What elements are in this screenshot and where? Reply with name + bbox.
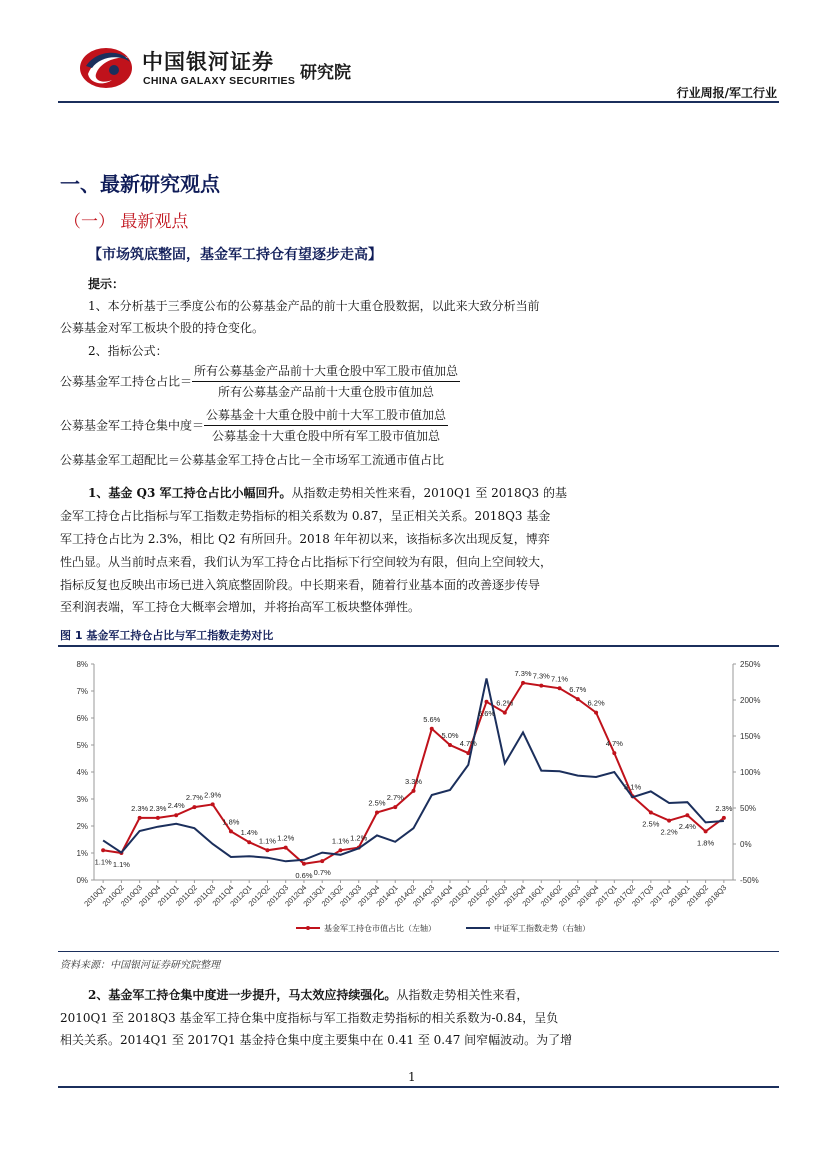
chart-series bbox=[101, 678, 726, 865]
right-tick-label: -50% bbox=[740, 876, 759, 885]
holding-ratio-point bbox=[704, 829, 708, 833]
logo bbox=[78, 44, 134, 92]
holding-ratio-point bbox=[485, 700, 489, 704]
holding-ratio-point bbox=[448, 743, 452, 747]
holding-ratio-point bbox=[211, 802, 215, 806]
left-tick-label: 2% bbox=[76, 822, 88, 831]
para1-line6: 至利润表端，军工持仓大概率会增加，并将抬高军工板块整体弹性。 bbox=[60, 600, 421, 614]
holding-ratio-data-label: 2.5% bbox=[368, 798, 386, 808]
holding-ratio-data-label: 3.3% bbox=[404, 776, 423, 786]
holding-ratio-data-label: 0.7% bbox=[313, 868, 331, 878]
figure-source: 资料来源：中国银河证券研究院整理 bbox=[60, 960, 220, 971]
holding-ratio-point bbox=[302, 862, 306, 866]
holding-ratio-data-label: 2.4% bbox=[678, 822, 696, 832]
holding-ratio-point bbox=[412, 789, 416, 793]
holding-ratio-data-label: 1.1% bbox=[258, 836, 276, 846]
x-tick-label: 2011Q3 bbox=[192, 883, 218, 908]
x-tick-label: 2018Q2 bbox=[684, 883, 711, 909]
left-tick-label: 8% bbox=[76, 660, 88, 669]
x-tick-label: 2012Q4 bbox=[283, 883, 309, 909]
left-tick-label: 7% bbox=[76, 687, 88, 696]
holding-ratio-data-label: 6.7% bbox=[569, 685, 587, 695]
holding-ratio-data-label: 1.4% bbox=[240, 828, 258, 838]
x-tick-label: 2016Q3 bbox=[556, 883, 583, 909]
para1-line5: 指标反复也反映出市场已进入筑底整固阶段。中长期来看，随着行业基本面的改善逐步传导 bbox=[60, 578, 541, 592]
holding-ratio-point bbox=[430, 727, 434, 731]
para1-line4: 性凸显。从当前时点来看，我们认为军工持仓占比指标下行空间较为有限，但向上空间较大， bbox=[60, 555, 553, 569]
para1-line3: 军工持仓占比为 2.3%，相比 Q2 有所回升。2018 年年初以来，该指标多次出现反复，博弈 bbox=[60, 532, 550, 546]
holding-ratio-point bbox=[503, 711, 507, 715]
logo-cn-text: 中国银河证券 bbox=[142, 50, 274, 74]
x-tick-label: 2016Q4 bbox=[575, 883, 601, 909]
x-tick-label: 2015Q2 bbox=[465, 883, 491, 909]
holding-ratio-point bbox=[521, 681, 525, 685]
notes-item1-line1: 1、本分析基于三季度公布的公募基金产品的前十大重仓股数据，以此来大致分析当前 bbox=[88, 299, 540, 313]
formula-2-lhs: 公募基金军工持仓集中度＝ bbox=[60, 418, 205, 433]
page-number: 1 bbox=[408, 1070, 416, 1084]
institute-label: 研究院 bbox=[300, 63, 351, 83]
notes-label: 提示： bbox=[88, 277, 125, 291]
holding-ratio-data-label: 2.3% bbox=[131, 803, 149, 813]
holding-ratio-data-label: 5.6% bbox=[423, 714, 441, 724]
holding-ratio-data-label: 6.2% bbox=[587, 698, 605, 708]
right-tick-label: 150% bbox=[740, 732, 761, 741]
x-tick-label: 2014Q3 bbox=[410, 883, 437, 909]
x-tick-label: 2017Q3 bbox=[630, 883, 656, 909]
holding-ratio-data-label: 1.2% bbox=[350, 833, 368, 843]
formula-1-fraction bbox=[192, 361, 460, 402]
report-type: 行业周报/军工行业 bbox=[676, 86, 777, 100]
chart-legend bbox=[296, 923, 590, 933]
x-tick-label: 2012Q3 bbox=[264, 883, 291, 909]
holding-ratio-point bbox=[320, 859, 324, 863]
holding-ratio-point bbox=[247, 840, 251, 844]
x-tick-label: 2010Q2 bbox=[100, 883, 126, 909]
x-tick-label: 2013Q2 bbox=[319, 883, 345, 909]
x-tick-label: 2011Q1 bbox=[155, 883, 181, 908]
holding-ratio-data-label: 5.0% bbox=[441, 731, 459, 740]
holding-ratio-data-label: 1.1% bbox=[331, 836, 350, 846]
holding-ratio-data-label: 2.2% bbox=[660, 827, 678, 837]
holding-ratio-data-label: 4.7% bbox=[459, 739, 477, 749]
holding-ratio-point bbox=[174, 813, 178, 817]
x-tick-label: 2012Q2 bbox=[246, 883, 272, 909]
holding-ratio-point bbox=[667, 819, 671, 823]
x-tick-label: 2010Q4 bbox=[137, 883, 163, 909]
formula-2 bbox=[60, 405, 448, 446]
left-tick-label: 5% bbox=[76, 741, 88, 750]
figure-title: 图 1 基金军工持仓占比与军工指数走势对比 bbox=[60, 629, 274, 642]
holding-ratio-data-label: 7.3% bbox=[532, 671, 550, 681]
holding-ratio-point bbox=[558, 686, 562, 690]
holding-ratio-chart bbox=[58, 650, 779, 950]
x-tick-label: 2014Q1 bbox=[374, 883, 400, 909]
x-tick-label: 2017Q4 bbox=[648, 883, 674, 909]
x-tick-label: 2013Q4 bbox=[356, 883, 382, 909]
galaxy-logo-icon bbox=[78, 44, 134, 92]
x-tick-label: 2015Q3 bbox=[483, 883, 510, 909]
chart-axes bbox=[94, 664, 733, 880]
logo-en-text: CHINA GALAXY SECURITIES bbox=[143, 75, 296, 87]
para2-line3: 相关关系。2014Q1 至 2017Q1 基金持仓集中度主要集中在 0.41 至 0.47 间窄幅波动。为了增 bbox=[60, 1033, 573, 1047]
left-tick-label: 6% bbox=[76, 714, 88, 723]
legend-label-holding-ratio: 基金军工持仓市值占比（左轴） bbox=[324, 924, 436, 933]
notes-item2: 2、指标公式： bbox=[88, 344, 168, 358]
holding-ratio-point bbox=[375, 811, 379, 815]
holding-ratio-data-label: 2.9% bbox=[204, 790, 222, 800]
holding-ratio-data-label: 0.6% bbox=[295, 870, 313, 880]
holding-ratio-point bbox=[685, 813, 689, 817]
right-tick-label: 250% bbox=[740, 660, 761, 669]
formula-2-fraction bbox=[204, 405, 448, 446]
x-tick-label: 2014Q2 bbox=[392, 883, 418, 909]
notes-item1-line2: 公募基金对军工板块个股的持仓变化。 bbox=[60, 321, 265, 335]
x-tick-label: 2013Q3 bbox=[337, 883, 364, 909]
holding-ratio-data-label: 6.6% bbox=[477, 708, 496, 718]
formula-2-denominator: 公募基金十大重仓股中所有军工股市值加总 bbox=[212, 429, 441, 443]
left-tick-label: 4% bbox=[76, 768, 88, 777]
right-tick-label: 50% bbox=[740, 804, 757, 813]
chart-data-labels bbox=[95, 669, 733, 880]
holding-ratio-data-label: 2.4% bbox=[167, 801, 185, 811]
formula-2-numerator: 公募基金十大重仓股中前十大军工股市值加总 bbox=[204, 405, 448, 426]
x-axis-ticks bbox=[82, 880, 728, 908]
holding-ratio-point bbox=[192, 805, 196, 809]
holding-ratio-point bbox=[229, 829, 233, 833]
holding-ratio-data-label: 2.3% bbox=[715, 803, 733, 813]
holding-ratio-data-label: 2.5% bbox=[642, 819, 660, 829]
x-tick-label: 2017Q1 bbox=[593, 883, 619, 909]
holding-ratio-data-label: 1.8% bbox=[697, 838, 715, 848]
holding-ratio-point bbox=[612, 751, 616, 755]
para2-line1-rest: 从指数走势相关性来看， bbox=[396, 988, 529, 1002]
holding-ratio-data-label: 1.8% bbox=[222, 817, 240, 827]
footer-rule bbox=[58, 1086, 779, 1088]
holding-ratio-line bbox=[103, 683, 724, 864]
header-rule bbox=[58, 101, 779, 103]
x-tick-label: 2014Q4 bbox=[429, 883, 455, 909]
x-tick-label: 2010Q1 bbox=[82, 883, 108, 909]
x-tick-label: 2015Q4 bbox=[502, 883, 528, 909]
legend-marker-holding-ratio bbox=[306, 926, 310, 930]
left-tick-label: 0% bbox=[76, 876, 88, 885]
holding-ratio-point bbox=[649, 811, 653, 815]
holding-ratio-data-label: 1.1% bbox=[94, 857, 112, 867]
headline: 【市场筑底整固，基金军工持仓有望逐步走高】 bbox=[88, 247, 382, 263]
para1-line1-rest: 从指数走势相关性来看，2010Q1 至 2018Q3 的基 bbox=[291, 486, 567, 500]
left-tick-label: 1% bbox=[76, 849, 88, 858]
x-tick-label: 2015Q1 bbox=[447, 883, 473, 909]
legend-label-military-index: 中证军工指数走势（右轴） bbox=[494, 924, 590, 933]
holding-ratio-point bbox=[284, 846, 288, 850]
holding-ratio-point bbox=[539, 684, 543, 688]
right-tick-label: 200% bbox=[740, 696, 761, 705]
holding-ratio-data-label: 3.1% bbox=[624, 782, 642, 792]
x-tick-label: 2011Q2 bbox=[173, 883, 199, 908]
para2-line2: 2010Q1 至 2018Q3 基金军工持仓集中度指标与军工指数走势指标的相关系数为-0.84，呈负 bbox=[60, 1011, 559, 1025]
right-tick-label: 0% bbox=[740, 840, 752, 849]
holding-ratio-point bbox=[722, 816, 726, 820]
holding-ratio-point bbox=[338, 848, 342, 852]
holding-ratio-data-label: 6.2% bbox=[496, 698, 514, 708]
left-axis-ticks bbox=[76, 660, 94, 885]
x-tick-label: 2016Q1 bbox=[520, 883, 546, 909]
holding-ratio-data-label: 1.1% bbox=[112, 860, 130, 869]
formula-1-numerator: 所有公募基金产品前十大重仓股中军工股市值加总 bbox=[192, 361, 460, 382]
holding-ratio-data-label: 7.3% bbox=[514, 668, 532, 678]
holding-ratio-point bbox=[156, 816, 160, 820]
military-index-line bbox=[103, 678, 724, 861]
para1-line2: 金军工持仓占比指标与军工指数走势指标的相关系数为 0.87，呈正相关关系。2018Q3 基金 bbox=[60, 509, 551, 523]
formula-1 bbox=[60, 361, 460, 402]
x-tick-label: 2017Q2 bbox=[611, 883, 637, 909]
right-axis-ticks bbox=[733, 660, 760, 885]
holding-ratio-point bbox=[265, 848, 269, 852]
section-heading: 一、最新研究观点 bbox=[60, 172, 220, 196]
figure-top-rule bbox=[58, 645, 779, 647]
figure-bottom-rule bbox=[58, 951, 779, 952]
holding-ratio-point bbox=[594, 711, 598, 715]
x-tick-label: 2018Q3 bbox=[703, 883, 729, 909]
x-tick-label: 2011Q4 bbox=[210, 883, 236, 908]
left-tick-label: 3% bbox=[76, 795, 88, 804]
subsection-heading: （一） 最新观点 bbox=[64, 212, 189, 232]
holding-ratio-data-label: 7.1% bbox=[551, 674, 569, 684]
holding-ratio-data-label: 2.7% bbox=[185, 793, 203, 803]
holding-ratio-point bbox=[138, 816, 142, 820]
formula-1-denominator: 所有公募基金产品前十大重仓股市值加总 bbox=[218, 385, 435, 399]
x-tick-label: 2010Q3 bbox=[118, 883, 145, 909]
formula-1-lhs: 公募基金军工持仓占比＝ bbox=[60, 374, 193, 389]
x-tick-label: 2018Q1 bbox=[666, 883, 692, 909]
holding-ratio-point bbox=[576, 697, 580, 701]
holding-ratio-point bbox=[393, 805, 397, 809]
holding-ratio-data-label: 2.3% bbox=[149, 803, 167, 813]
right-tick-label: 100% bbox=[740, 768, 761, 777]
para1-line1 bbox=[88, 482, 567, 504]
formula-3: 公募基金军工超配比＝公募基金军工持仓占比－全市场军工流通市值占比 bbox=[60, 453, 445, 467]
holding-ratio-data-label: 2.7% bbox=[386, 793, 404, 803]
x-tick-label: 2012Q1 bbox=[228, 883, 254, 909]
para1-lead: 1、基金 Q3 军工持仓占比小幅回升。 bbox=[88, 486, 292, 500]
para2-lead: 2、基金军工持仓集中度进一步提升，马太效应持续强化。 bbox=[88, 988, 397, 1002]
x-tick-label: 2013Q1 bbox=[301, 883, 327, 909]
x-tick-label: 2016Q2 bbox=[538, 883, 564, 909]
holding-ratio-point bbox=[101, 848, 105, 852]
holding-ratio-data-label: 1.2% bbox=[277, 833, 295, 843]
holding-ratio-data-label: 4.7% bbox=[605, 739, 623, 749]
para2-line1 bbox=[88, 984, 528, 1006]
